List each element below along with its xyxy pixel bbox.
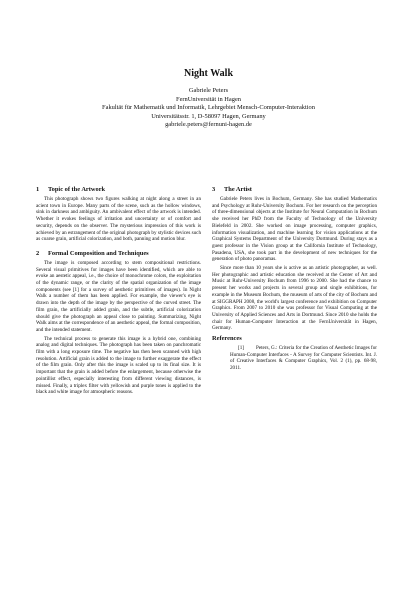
section-heading-artist <box>212 186 377 194</box>
author-institution: FernUniversität in Hagen <box>176 95 241 103</box>
paragraph: This photograph shows two figures walking at night along a street in an acient town in Europe. Many parts of the scene, such as the hollow windows, sink in darkness and ambiguity. An ambivalent effect of the artwork is intended. Whether it evokes feelings of irritation and uncertainty or of comfort and security, depends on the observer. The mysterious impression of this work is achieved by an estrangement of the original photograph by stylistic devices such as coarse grain, artificial colorization, and both, panning and motion blur. <box>36 196 201 243</box>
reference-text: Peters, G.: Criteria for the Creation of Aesthetic Images for Human-Computer Interfaces - A Survey for Computer Scientists. Int. J. of Creative Interfaces & Computer Graphics, Vol. 2 (1), pp. 68-98, 2011. <box>230 345 377 372</box>
paper-title: Night Walk <box>184 68 233 79</box>
paragraph: Since more than 10 years she is active as an artistic photographer, as well. Her photographic and artistic education she received at the Center of Art and Music at Ruhr-University Bochum from 1996 to 2000. She had the chance to present her works and projects in several group and single exhibitions, for example in the Museum Bochum, the museum of arts of the city of Bochum and at SIGGRAPH 2008, the world's largest conference and exhibition on Computer Graphics. From 2007 to 2010 she was professor for Visual Computing at the University of Applied Sciences and Arts in Dortmund. Since 2010 she holds the chair for Human-Computer Interaction at the FernUniversität in Hagen, Germany. <box>212 265 377 332</box>
references-heading: References <box>212 335 242 343</box>
author-email: gabriele.peters@fernuni-hagen.de <box>165 121 252 129</box>
section-title: Topic of the Artwork <box>48 186 106 193</box>
section-gap <box>36 243 201 247</box>
section-heading-topic <box>36 186 201 194</box>
section-title: Formal Composition and Techniques <box>48 249 149 257</box>
section-number: 1 <box>36 186 40 193</box>
reference-item <box>212 345 377 372</box>
right-column <box>212 183 377 372</box>
reference-label: [1] <box>238 345 244 352</box>
author-address: Universitätsstr. 1, D-58097 Hagen, Germany <box>151 112 266 120</box>
author-name: Gabriele Peters <box>188 87 229 94</box>
paragraph: The image is composed according to stem compositional restrictions. Several visual primitives for images have been identified, which are able to evoke an aestetic appeal, i.e., the choice of monochrome colors, the exploitation of the dynamic range, or the clarity of the spatial organization of the image components (see [1] for a survey of aesthetic primitives of images). In Night Walk a number of them has been applied. For example, the viewer's eye is drawn into the depth of the image by the perspective of the curved street. The film grain, the artificially added grain, and the subtle, artificial colorization should give the photograph an appeal close to painting. Summarizing, Night Walk aims at the correspondence of an aesthetic appeal, the formal composition, and the intended statement. <box>36 259 201 333</box>
section-number: 2 <box>36 249 40 257</box>
author-block <box>0 87 417 130</box>
paragraph: The technical process to generate this image is a hybrid one, combining analog and digital techniques. The photograph has been taken on panchromatic film with a long exposure time. The negative has then been scanned with high resolution. Artificial grain is added to the image to further exaggerate the effect of the film grain. Only after this the image is scaled up to its final size. It is important that the grain is added before the enlargement, because otherwise the pointillist effect, especially interesting from different viewing distances, is missed. Finally, a triplex filter with yellowish and purple tones is applied to the black and white image for atmospheric reasons. <box>36 335 201 396</box>
section-number: 3 <box>212 186 216 193</box>
paragraph: Gabriele Peters lives in Bochum, Germany. She has studied Mathematics and Psychology at Ruhr-University Bochum. For her research on the perception of three-dimensional objects at the Institute for Neural Computation in Bochum she received her PhD from the Faculty of Technology of the University Bielefeld in 2002. She worked on image processing, computer graphics, information visualization, and machine learning for vision applications at the Graphical Systems Department of the University Dortmund. During stays as a guest professor in the Vision group at the California Institute of Technology, Pasadena, USA, she took part in the development of new techniques for the generation of photo panoramas. <box>212 196 377 263</box>
left-column <box>36 183 201 396</box>
section-title: The Artist <box>224 186 252 193</box>
author-faculty: Fakultät für Mathematik und Informatik, Lehrgebiet Mensch-Computer-Interaktion <box>102 104 315 112</box>
section-heading-formal <box>36 250 201 258</box>
